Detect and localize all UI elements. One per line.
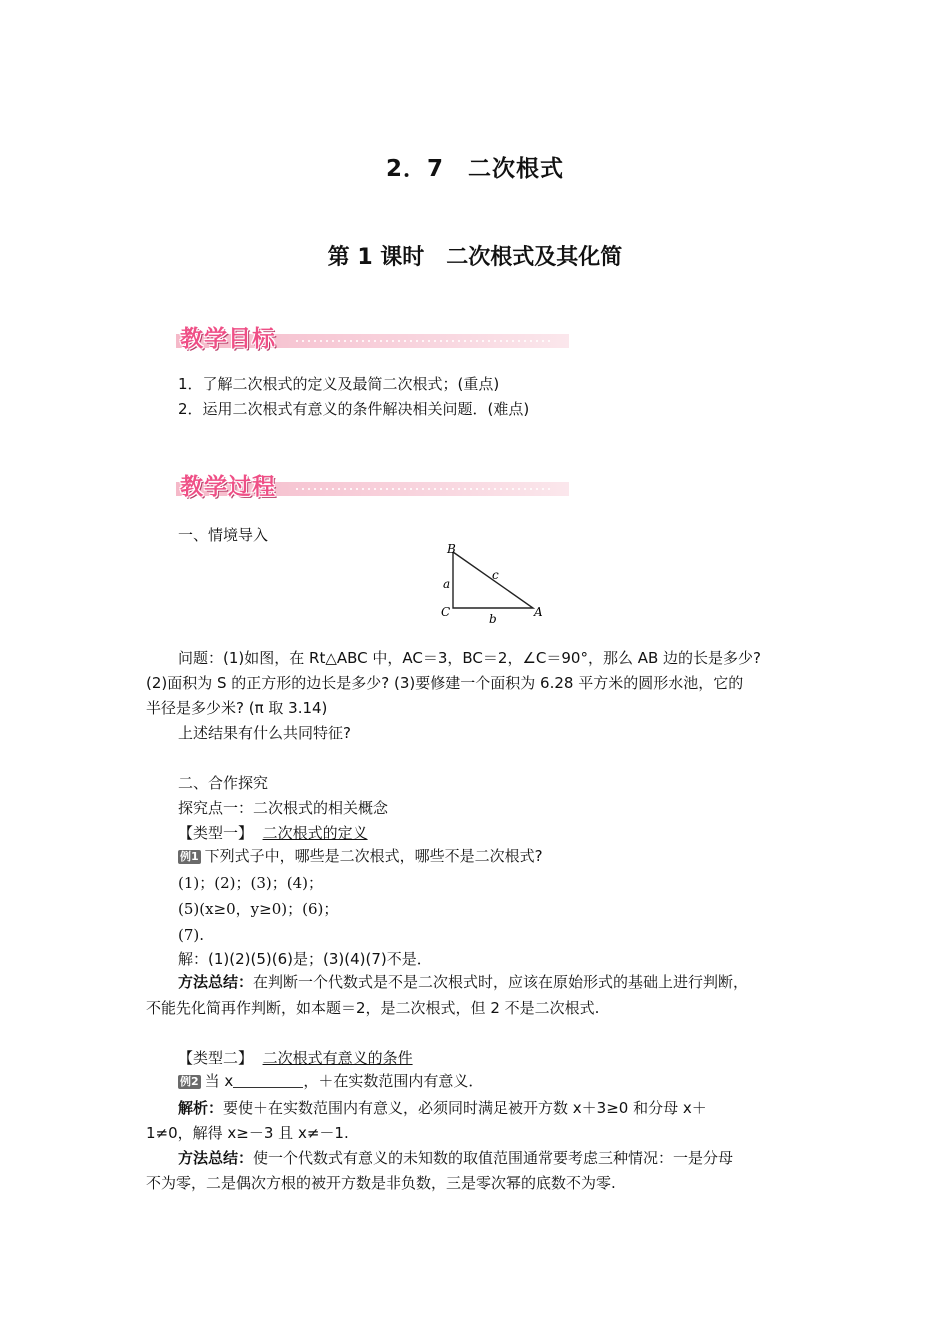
analysis-line <box>178 1096 707 1121</box>
example1-item: (1)；(2)；(3)；(4)； <box>178 874 323 892</box>
example2-badge: 例2 <box>180 1075 199 1088</box>
example1-answer <box>178 948 432 970</box>
objectives-banner-label: 教学目标 <box>180 326 276 352</box>
explore-point1: 探究点一：二次根式的相关概念 <box>178 799 389 817</box>
method2-text: 使一个代数式有意义的未知数的取值范围通常要考虑三种情况：一是分母 <box>253 1149 734 1167</box>
type1-heading <box>178 822 368 844</box>
example1-text: 下列式子中，哪些是二次根式，哪些不是二次根式? <box>204 847 543 865</box>
objective-item: 2．运用二次根式有意义的条件解决相关问题．(难点) <box>178 400 530 418</box>
intro-heading: 一、情境导入 <box>178 526 269 544</box>
method1-label: 方法总结： <box>178 973 254 991</box>
side-b-label: b <box>489 612 497 626</box>
example2-suffix: ，＋在实数范围内有意义． <box>303 1072 484 1090</box>
question-line: 问题：(1)如图，在 Rt△ABC 中，AC＝3，BC＝2，∠C＝90°，那么 AB 边的长是多少? <box>178 649 762 667</box>
example2-question <box>178 1070 483 1092</box>
question-line: (2)面积为 S 的正方形的边长是多少? (3)要修建一个面积为 6.28 平方米的圆形水池，它的 <box>146 674 744 692</box>
analysis-label: 解析： <box>178 1099 224 1117</box>
vertex-b-label: B <box>447 542 456 556</box>
method2-line: 不为零，二是偶次方根的被开方数是非负数，三是零次幂的底数不为零. <box>146 1174 616 1192</box>
method1-line: 不能先化简再作判断，如本题＝2，是二次根式，但 2 不是二次根式. <box>146 999 600 1017</box>
type1-tag: 【类型一】 <box>178 824 254 842</box>
section-title: 2．7 二次根式 <box>385 156 564 182</box>
method2-label: 方法总结： <box>178 1149 254 1167</box>
followup-question: 上述结果有什么共同特征? <box>178 724 351 742</box>
type2-heading <box>178 1047 413 1069</box>
answer-blank <box>233 1073 303 1088</box>
triangle-figure <box>436 540 551 630</box>
example1-question <box>178 845 543 867</box>
side-c-label: c <box>492 568 499 582</box>
explore-heading: 二、合作探究 <box>178 774 269 792</box>
type2-title: 二次根式有意义的条件 <box>262 1049 413 1067</box>
vertex-a-label: A <box>534 605 543 619</box>
side-a-label: a <box>443 577 451 591</box>
example1-item: (7). <box>178 926 205 944</box>
objective-item: 1．了解二次根式的定义及最简二次根式；(重点) <box>178 375 500 393</box>
example1-badge: 例1 <box>180 850 199 863</box>
objectives-banner <box>176 320 569 354</box>
answer-text: (1)(2)(5)(6)是；(3)(4)(7)不是． <box>208 950 432 968</box>
example1-item: (5)(x≥0，y≥0)；(6)； <box>178 900 339 918</box>
vertex-c-label: C <box>441 605 451 619</box>
example2-prefix: 当 x <box>204 1072 234 1090</box>
answer-label: 解： <box>178 950 209 968</box>
process-banner <box>176 468 569 502</box>
method1-line <box>178 970 748 995</box>
type2-tag: 【类型二】 <box>178 1049 254 1067</box>
analysis-line: 1≠0，解得 x≥－3 且 x≠－1. <box>146 1124 349 1142</box>
process-banner-label: 教学过程 <box>180 474 276 500</box>
type1-title: 二次根式的定义 <box>262 824 368 842</box>
method1-text: 在判断一个代数式是不是二次根式时，应该在原始形式的基础上进行判断， <box>253 973 749 991</box>
method2-line <box>178 1146 733 1171</box>
lesson-title: 第 1 课时 二次根式及其化简 <box>327 245 623 270</box>
analysis-text: 要使＋在实数范围内有意义，必须同时满足被开方数 x＋3≥0 和分母 x＋ <box>223 1099 707 1117</box>
question-line: 半径是多少米? (π 取 3.14) <box>146 699 328 717</box>
